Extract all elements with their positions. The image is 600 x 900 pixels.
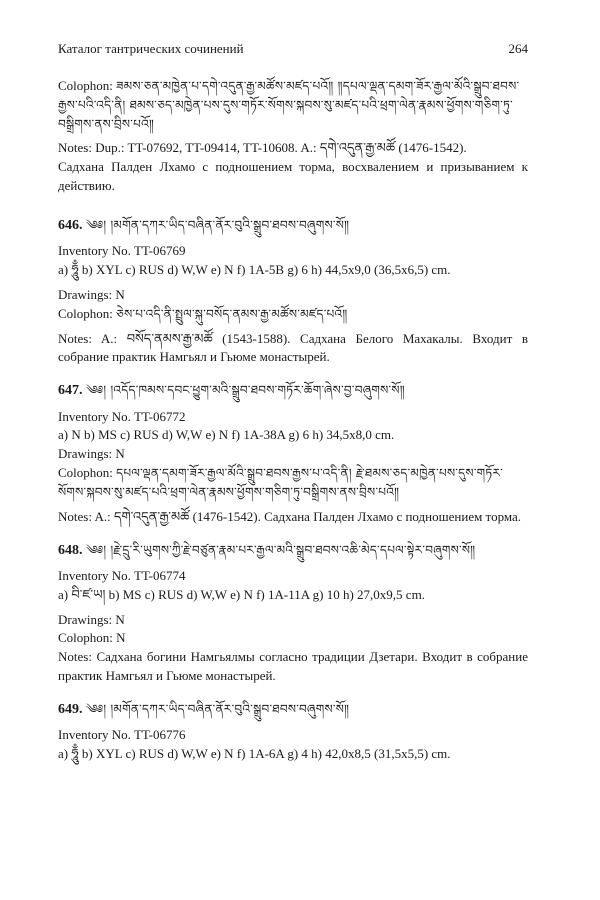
previous-entry-continuation [58, 77, 528, 196]
inventory-number: Inventory No. TT-06774 [58, 567, 186, 583]
colophon [58, 77, 528, 134]
inventory-number: Inventory No. TT-06772 [58, 408, 186, 424]
description: Садхана Палден Лхамо с подношением торма, восхвалением и призыванием к действию. [58, 159, 528, 194]
running-title: Каталог тантрических сочинений [58, 41, 244, 56]
entry-number: 646. [58, 217, 83, 233]
colophon-label: Colophon: [58, 465, 113, 481]
drawings: Drawings: N [58, 611, 125, 627]
entry-details: a) ཧཱུྃ b) XYL c) RUS d) W,W e) N f) 1A-5B g) 6 h) 44,5x9,0 (36,5x6,5) cm. [58, 262, 451, 278]
colophon-tibetan-text: ཟམས་ཅན་མཁྱེན་པ་དགེ་འདུན་རྒྱ་མཚོས་མཛད་པའོ༎ ༎དཔལ་ལྡན་དམག་ཟོར་རྒྱལ་མོའི་སྒྲུབ་ཐབས་རྒྱས་པའི་འདི་ནི། ཐམས་ཅད་མཁྱེན་པས་དུས་གཏོར་སོགས་སྐབས་སུ་མཛད་པའི་ཕྲག་ལེན་རྣམས་ཕྱོགས་གཅིག་ཏུ་བསྒྲིགས་ནས་བྲིས་པའོ༎ [58, 78, 520, 131]
entry-title [58, 541, 528, 561]
entry-tibetan-title: ༄༅། །རྗེ་དྲུ་རི་ཡུགས་ཀྱི་རྗེ་བཙུན་རྣམ་པར་རྒྱལ་མའི་སྒྲུབ་ཐབས་འཆི་མེད་དཔལ་སྟེར་བཞུགས་སོ༎ [86, 542, 476, 557]
colophon: Colophon: N [58, 630, 126, 646]
page-number: 264 [508, 41, 528, 56]
colophon-tibetan-text: ཅེས་པ་འདི་ནི་སྤྲུལ་སྐུ་བསོད་ནམས་རྒྱ་མཚོས་མཛད་པའོ༎ [116, 306, 348, 321]
colophon-tibetan-text: དཔལ་ལྡན་དམག་ཟོར་རྒྱལ་མོའི་སྒྲུབ་ཐབས་རྒྱས་པ་འདི་ནི། རྗེ་ཐམས་ཅད་མཁྱེན་པས་དུས་གཏོར་སོགས་སྐབས་སུ་མཛད་པའི་ཕྲག་ལེན་རྣམས་ཕྱོགས་གཅིག་ཏུ་བསྒྲིགས་ནས་བྲིས་པའོ༎ [58, 466, 504, 499]
colophon [58, 464, 528, 502]
entry-title [58, 700, 528, 720]
notes: Notes: A.: བསོད་ནམས་རྒྱ་མཚོ (1543-1588). Садхана Белого Махакалы. Входит в собрание практик Намгьял и Гьюме монастырей. [58, 330, 528, 365]
catalog-entry [58, 700, 528, 764]
notes: Notes: Dup.: TT-07692, TT-09414, TT-10608. A.: དགེ་འདུན་རྒྱ་མཚོ (1476-1542). [58, 140, 467, 156]
entry-title [58, 216, 528, 236]
colophon-label: Colophon: [58, 77, 113, 93]
inventory-number: Inventory No. TT-06769 [58, 243, 186, 259]
entry-tibetan-title: ༄༅། །འདོད་ཁམས་དབང་ཕྱུག་མའི་སྒྲུབ་ཐབས་གཏོར་ཆོག་ཞེས་བྱ་བཞུགས་སོ༎ [86, 383, 405, 398]
entry-number: 649. [58, 701, 83, 717]
catalog-entry [58, 381, 528, 526]
page-header [58, 40, 528, 59]
inventory-number: Inventory No. TT-06776 [58, 727, 186, 743]
drawings: Drawings: N [58, 446, 125, 462]
entry-number: 648. [58, 542, 83, 558]
colophon [58, 305, 528, 324]
entry-details: a) ཧཱུྃ b) XYL c) RUS d) W,W e) N f) 1A-6A g) 4 h) 42,0x8,5 (31,5x5,5) cm. [58, 746, 451, 762]
entry-tibetan-title: ༄༅། །མགོན་དཀར་ཡིད་བཞིན་ནོར་བུའི་སྒྲུབ་ཐབས་བཞུགས་སོ༎ [86, 701, 350, 716]
drawings: Drawings: N [58, 286, 125, 302]
catalog-entry [58, 541, 528, 686]
document-page [58, 40, 528, 764]
entry-details: a) N b) MS c) RUS d) W,W e) N f) 1A-38A g) 6 h) 34,5x8,0 cm. [58, 427, 395, 443]
entry-number: 647. [58, 383, 83, 399]
colophon-label: Colophon: [58, 305, 113, 321]
entry-tibetan-title: ༄༅། །མགོན་དཀར་ཡིད་བཞིན་ནོར་བུའི་སྒྲུབ་ཐབས་བཞུགས་སོ༎ [86, 217, 350, 232]
entry-title [58, 381, 528, 401]
entry-details: a) བི་ཛ་ཡ། b) MS c) RUS d) W,W e) N f) 1A-11A g) 10 h) 27,0x9,5 cm. [58, 586, 425, 602]
catalog-entry [58, 216, 528, 367]
notes: Notes: Садхана богини Намгьялмы согласно традиции Дзетари. Входит в собрание практик Намгьял и Гьюме монастырей. [58, 649, 528, 684]
notes: Notes: A.: དགེ་འདུན་རྒྱ་མཚོ (1476-1542). Садхана Палден Лхамо с подношением торма. [58, 508, 522, 524]
